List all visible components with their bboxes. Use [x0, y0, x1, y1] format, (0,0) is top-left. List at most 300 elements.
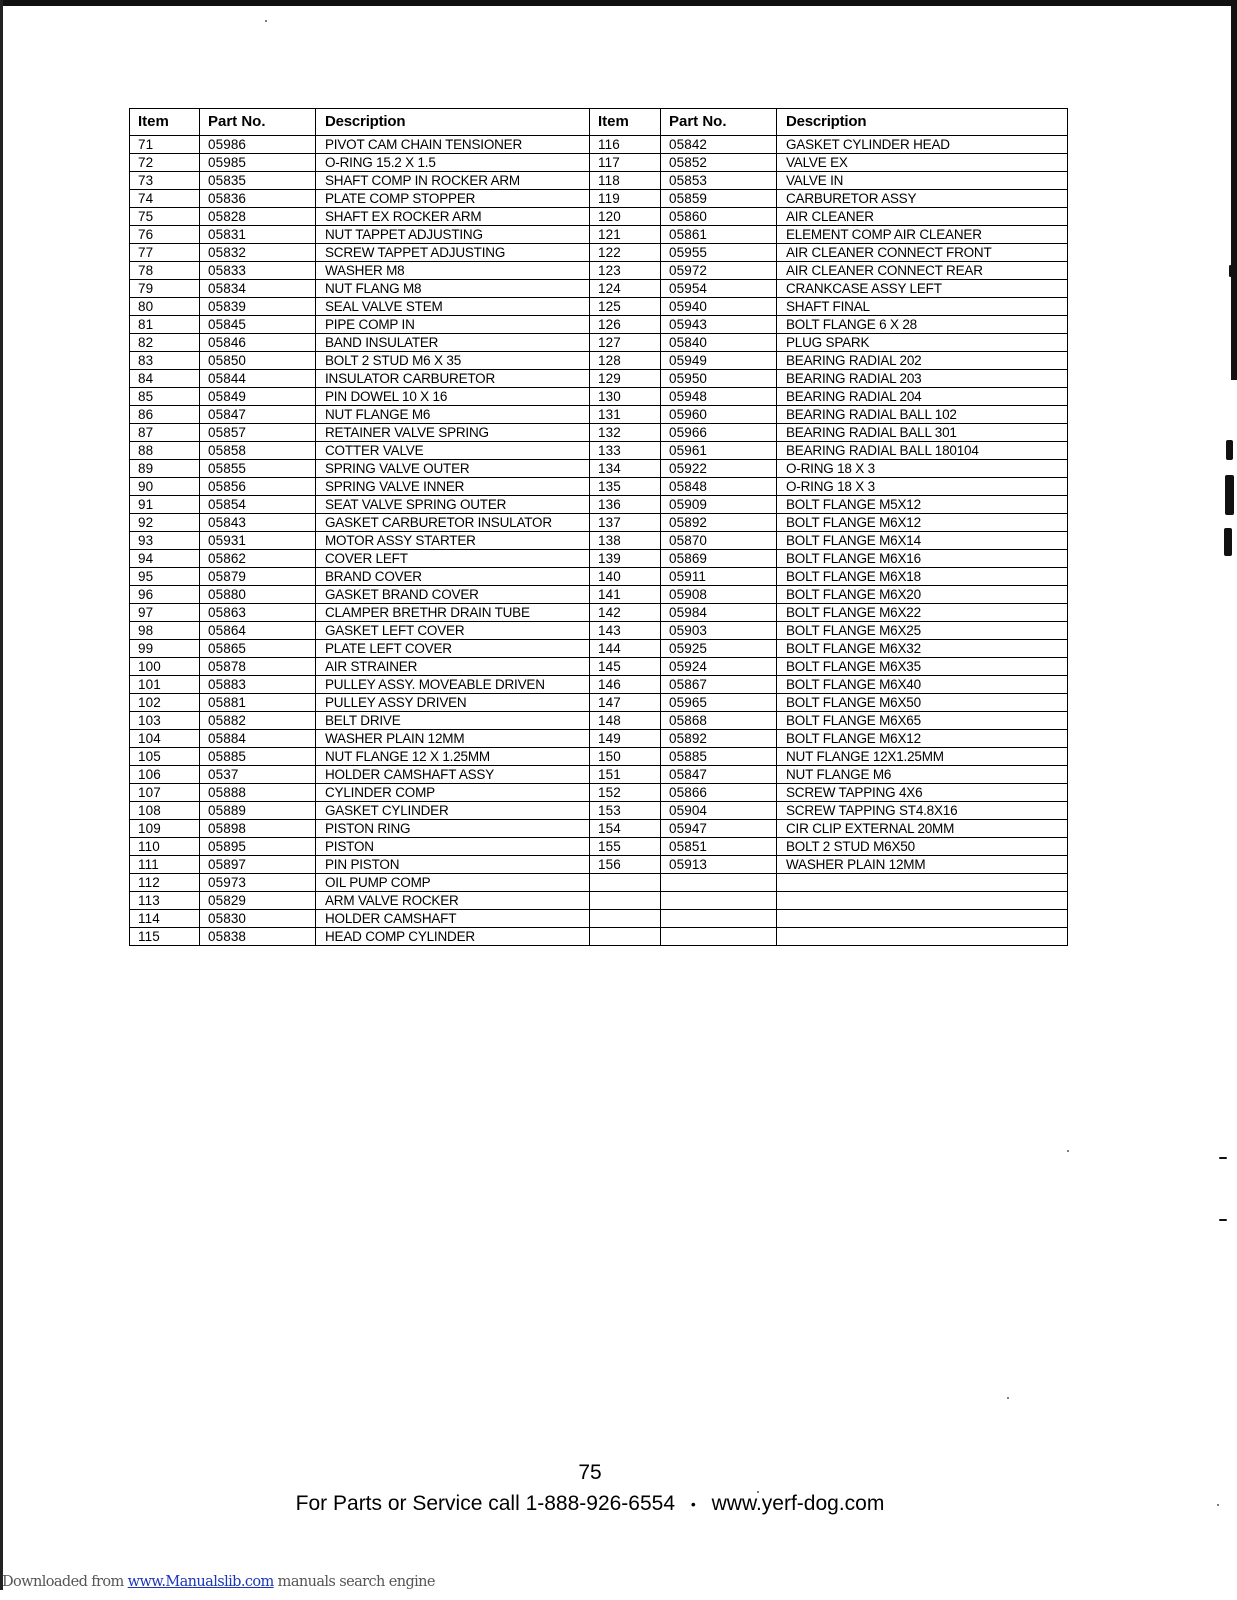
description-cell	[777, 874, 1068, 892]
item-number-cell	[590, 892, 661, 910]
table-row	[130, 298, 1068, 316]
table-row	[130, 442, 1068, 460]
item-number-cell: 78	[130, 262, 200, 280]
description-cell: CLAMPER BRETHR DRAIN TUBE	[316, 604, 590, 622]
item-number-cell: 116	[590, 136, 661, 154]
part-number-cell: 05849	[200, 388, 316, 406]
description-cell: O-RING 18 X 3	[777, 460, 1068, 478]
table-row	[130, 874, 1068, 892]
item-number-cell: 92	[130, 514, 200, 532]
part-number-cell: 05986	[200, 136, 316, 154]
item-number-cell: 108	[130, 802, 200, 820]
description-cell: HOLDER CAMSHAFT	[316, 910, 590, 928]
part-number-cell: 05984	[661, 604, 777, 622]
table-row	[130, 910, 1068, 928]
part-number-cell: 05854	[200, 496, 316, 514]
part-number-cell: 05913	[661, 856, 777, 874]
item-number-cell: 83	[130, 352, 200, 370]
description-cell: BOLT FLANGE M6X12	[777, 514, 1068, 532]
item-number-cell: 139	[590, 550, 661, 568]
description-cell: SCREW TAPPET ADJUSTING	[316, 244, 590, 262]
item-number-cell	[590, 928, 661, 946]
item-number-cell: 126	[590, 316, 661, 334]
table-row	[130, 532, 1068, 550]
bullet-separator: •	[690, 1496, 696, 1513]
part-number-cell: 05925	[661, 640, 777, 658]
part-number-cell: 05857	[200, 424, 316, 442]
item-number-cell: 129	[590, 370, 661, 388]
part-number-cell: 05856	[200, 478, 316, 496]
item-number-cell: 84	[130, 370, 200, 388]
description-cell: CARBURETOR ASSY	[777, 190, 1068, 208]
item-number-cell: 124	[590, 280, 661, 298]
item-number-cell: 117	[590, 154, 661, 172]
contact-website: www.yerf-dog.com	[711, 1492, 885, 1515]
part-number-cell: 05880	[200, 586, 316, 604]
manualslib-link[interactable]: www.Manualslib.com	[127, 1574, 274, 1590]
scan-edge-mark	[1224, 528, 1232, 556]
item-number-cell: 115	[130, 928, 200, 946]
item-number-cell: 141	[590, 586, 661, 604]
part-number-cell: 05892	[661, 514, 777, 532]
scan-edge-mark	[1219, 1219, 1227, 1221]
description-cell: BOLT FLANGE M6X16	[777, 550, 1068, 568]
table-row	[130, 712, 1068, 730]
part-number-cell: 05985	[200, 154, 316, 172]
item-number-cell: 71	[130, 136, 200, 154]
description-cell: SEAL VALVE STEM	[316, 298, 590, 316]
item-number-cell: 85	[130, 388, 200, 406]
item-number-cell: 142	[590, 604, 661, 622]
part-number-cell: 05830	[200, 910, 316, 928]
column-header: Description	[777, 109, 1068, 136]
item-number-cell: 122	[590, 244, 661, 262]
table-row	[130, 496, 1068, 514]
part-number-cell: 05948	[661, 388, 777, 406]
table-row	[130, 172, 1068, 190]
part-number-cell: 05865	[200, 640, 316, 658]
table-header-row	[130, 109, 1068, 136]
description-cell: CIR CLIP EXTERNAL 20MM	[777, 820, 1068, 838]
description-cell: PIPE COMP IN	[316, 316, 590, 334]
part-number-cell: 05885	[200, 748, 316, 766]
part-number-cell: 05895	[200, 838, 316, 856]
part-number-cell: 05960	[661, 406, 777, 424]
item-number-cell: 75	[130, 208, 200, 226]
description-cell: GASKET LEFT COVER	[316, 622, 590, 640]
item-number-cell: 100	[130, 658, 200, 676]
description-cell: HEAD COMP CYLINDER	[316, 928, 590, 946]
table-row	[130, 604, 1068, 622]
table-row	[130, 550, 1068, 568]
scan-speck	[265, 20, 267, 22]
description-cell: WASHER PLAIN 12MM	[777, 856, 1068, 874]
table-row	[130, 586, 1068, 604]
item-number-cell: 120	[590, 208, 661, 226]
description-cell: NUT FLANG M8	[316, 280, 590, 298]
part-number-cell: 05853	[661, 172, 777, 190]
table-row	[130, 856, 1068, 874]
table-row	[130, 514, 1068, 532]
table-row	[130, 748, 1068, 766]
part-number-cell: 05864	[200, 622, 316, 640]
table-row	[130, 892, 1068, 910]
table-row	[130, 730, 1068, 748]
table-row	[130, 838, 1068, 856]
scan-edge-mark	[1226, 440, 1233, 460]
table-row	[130, 478, 1068, 496]
item-number-cell	[590, 910, 661, 928]
item-number-cell: 128	[590, 352, 661, 370]
table-row	[130, 568, 1068, 586]
description-cell: GASKET CARBURETOR INSULATOR	[316, 514, 590, 532]
item-number-cell: 140	[590, 568, 661, 586]
item-number-cell: 103	[130, 712, 200, 730]
description-cell: O-RING 15.2 X 1.5	[316, 154, 590, 172]
item-number-cell: 150	[590, 748, 661, 766]
item-number-cell: 111	[130, 856, 200, 874]
item-number-cell: 104	[130, 730, 200, 748]
item-number-cell: 110	[130, 838, 200, 856]
item-number-cell: 77	[130, 244, 200, 262]
description-cell: BOLT FLANGE M5X12	[777, 496, 1068, 514]
part-number-cell: 05828	[200, 208, 316, 226]
part-number-cell: 05889	[200, 802, 316, 820]
description-cell: PLATE LEFT COVER	[316, 640, 590, 658]
part-number-cell: 05972	[661, 262, 777, 280]
table-row	[130, 766, 1068, 784]
part-number-cell: 05846	[200, 334, 316, 352]
description-cell: OIL PUMP COMP	[316, 874, 590, 892]
item-number-cell: 76	[130, 226, 200, 244]
part-number-cell: 05954	[661, 280, 777, 298]
part-number-cell: 05832	[200, 244, 316, 262]
description-cell: BOLT FLANGE 6 X 28	[777, 316, 1068, 334]
part-number-cell: 05862	[200, 550, 316, 568]
description-cell: BOLT FLANGE M6X22	[777, 604, 1068, 622]
download-footer	[2, 1574, 435, 1590]
part-number-cell	[661, 910, 777, 928]
description-cell: WASHER PLAIN 12MM	[316, 730, 590, 748]
item-number-cell: 107	[130, 784, 200, 802]
description-cell: BEARING RADIAL BALL 180104	[777, 442, 1068, 460]
description-cell: GASKET CYLINDER HEAD	[777, 136, 1068, 154]
description-cell: BOLT FLANGE M6X14	[777, 532, 1068, 550]
item-number-cell: 119	[590, 190, 661, 208]
item-number-cell: 137	[590, 514, 661, 532]
part-number-cell: 05943	[661, 316, 777, 334]
part-number-cell: 05909	[661, 496, 777, 514]
part-number-cell: 05966	[661, 424, 777, 442]
part-number-cell: 05850	[200, 352, 316, 370]
item-number-cell: 94	[130, 550, 200, 568]
item-number-cell: 156	[590, 856, 661, 874]
description-cell: BRAND COVER	[316, 568, 590, 586]
table-row	[130, 190, 1068, 208]
description-cell: BOLT FLANGE M6X32	[777, 640, 1068, 658]
description-cell: PULLEY ASSY DRIVEN	[316, 694, 590, 712]
part-number-cell: 05858	[200, 442, 316, 460]
item-number-cell: 148	[590, 712, 661, 730]
part-number-cell: 05897	[200, 856, 316, 874]
part-number-cell: 05888	[200, 784, 316, 802]
item-number-cell: 146	[590, 676, 661, 694]
parts-table-body	[130, 136, 1068, 946]
part-number-cell: 05843	[200, 514, 316, 532]
item-number-cell: 106	[130, 766, 200, 784]
description-cell: BEARING RADIAL 203	[777, 370, 1068, 388]
part-number-cell: 05878	[200, 658, 316, 676]
part-number-cell: 05950	[661, 370, 777, 388]
item-number-cell: 136	[590, 496, 661, 514]
part-number-cell: 05861	[661, 226, 777, 244]
table-row	[130, 784, 1068, 802]
item-number-cell: 112	[130, 874, 200, 892]
table-row	[130, 370, 1068, 388]
description-cell: ELEMENT COMP AIR CLEANER	[777, 226, 1068, 244]
part-number-cell: 05947	[661, 820, 777, 838]
description-cell: VALVE EX	[777, 154, 1068, 172]
part-number-cell	[661, 928, 777, 946]
item-number-cell: 147	[590, 694, 661, 712]
part-number-cell: 05883	[200, 676, 316, 694]
part-number-cell: 05869	[661, 550, 777, 568]
description-cell: BEARING RADIAL BALL 102	[777, 406, 1068, 424]
column-header: Part No.	[200, 109, 316, 136]
table-row	[130, 262, 1068, 280]
part-number-cell: 05973	[200, 874, 316, 892]
part-number-cell: 05834	[200, 280, 316, 298]
description-cell: NUT FLANGE M6	[316, 406, 590, 424]
item-number-cell: 95	[130, 568, 200, 586]
table-row	[130, 928, 1068, 946]
description-cell: CYLINDER COMP	[316, 784, 590, 802]
description-cell: PULLEY ASSY. MOVEABLE DRIVEN	[316, 676, 590, 694]
part-number-cell: 05870	[661, 532, 777, 550]
column-header: Item	[590, 109, 661, 136]
table-row	[130, 280, 1068, 298]
part-number-cell: 05852	[661, 154, 777, 172]
description-cell: BEARING RADIAL 204	[777, 388, 1068, 406]
scan-border-top	[0, 0, 1237, 6]
part-number-cell: 05885	[661, 748, 777, 766]
item-number-cell: 86	[130, 406, 200, 424]
part-number-cell: 05831	[200, 226, 316, 244]
part-number-cell: 05904	[661, 802, 777, 820]
description-cell: PIN PISTON	[316, 856, 590, 874]
part-number-cell: 05903	[661, 622, 777, 640]
item-number-cell: 121	[590, 226, 661, 244]
scan-speck	[1217, 1504, 1219, 1506]
item-number-cell: 133	[590, 442, 661, 460]
description-cell: SHAFT EX ROCKER ARM	[316, 208, 590, 226]
part-number-cell: 05911	[661, 568, 777, 586]
part-number-cell: 0537	[200, 766, 316, 784]
item-number-cell: 155	[590, 838, 661, 856]
column-header: Item	[130, 109, 200, 136]
description-cell	[777, 928, 1068, 946]
description-cell	[777, 892, 1068, 910]
item-number-cell: 93	[130, 532, 200, 550]
description-cell: PISTON RING	[316, 820, 590, 838]
table-row	[130, 424, 1068, 442]
table-row	[130, 244, 1068, 262]
item-number-cell: 114	[130, 910, 200, 928]
description-cell: SHAFT FINAL	[777, 298, 1068, 316]
item-number-cell: 130	[590, 388, 661, 406]
description-cell: AIR CLEANER CONNECT FRONT	[777, 244, 1068, 262]
scan-speck	[1067, 1150, 1069, 1152]
item-number-cell: 98	[130, 622, 200, 640]
item-number-cell: 109	[130, 820, 200, 838]
description-cell: SPRING VALVE INNER	[316, 478, 590, 496]
item-number-cell: 79	[130, 280, 200, 298]
item-number-cell: 134	[590, 460, 661, 478]
description-cell: NUT FLANGE 12X1.25MM	[777, 748, 1068, 766]
contact-phone-text: For Parts or Service call 1-888-926-6554	[295, 1492, 676, 1515]
part-number-cell: 05882	[200, 712, 316, 730]
description-cell: WASHER M8	[316, 262, 590, 280]
item-number-cell	[590, 874, 661, 892]
item-number-cell: 143	[590, 622, 661, 640]
part-number-cell: 05881	[200, 694, 316, 712]
description-cell: PLUG SPARK	[777, 334, 1068, 352]
description-cell: NUT FLANGE M6	[777, 766, 1068, 784]
part-number-cell: 05851	[661, 838, 777, 856]
item-number-cell: 89	[130, 460, 200, 478]
description-cell: BOLT FLANGE M6X20	[777, 586, 1068, 604]
part-number-cell: 05840	[661, 334, 777, 352]
item-number-cell: 74	[130, 190, 200, 208]
description-cell: CRANKCASE ASSY LEFT	[777, 280, 1068, 298]
description-cell: INSULATOR CARBURETOR	[316, 370, 590, 388]
table-row	[130, 136, 1068, 154]
item-number-cell: 82	[130, 334, 200, 352]
item-number-cell: 99	[130, 640, 200, 658]
part-number-cell: 05863	[200, 604, 316, 622]
item-number-cell: 127	[590, 334, 661, 352]
part-number-cell: 05842	[661, 136, 777, 154]
description-cell: SEAT VALVE SPRING OUTER	[316, 496, 590, 514]
description-cell: GASKET BRAND COVER	[316, 586, 590, 604]
description-cell: O-RING 18 X 3	[777, 478, 1068, 496]
part-number-cell: 05868	[661, 712, 777, 730]
part-number-cell: 05908	[661, 586, 777, 604]
description-cell: BOLT 2 STUD M6X50	[777, 838, 1068, 856]
part-number-cell: 05892	[661, 730, 777, 748]
table-row	[130, 460, 1068, 478]
item-number-cell: 131	[590, 406, 661, 424]
description-cell: BOLT FLANGE M6X65	[777, 712, 1068, 730]
part-number-cell: 05867	[661, 676, 777, 694]
contact-line	[0, 1492, 1180, 1516]
item-number-cell: 73	[130, 172, 200, 190]
description-cell: BOLT FLANGE M6X35	[777, 658, 1068, 676]
part-number-cell: 05845	[200, 316, 316, 334]
table-row	[130, 676, 1068, 694]
part-number-cell: 05898	[200, 820, 316, 838]
description-cell: BELT DRIVE	[316, 712, 590, 730]
table-row	[130, 352, 1068, 370]
item-number-cell: 144	[590, 640, 661, 658]
column-header: Part No.	[661, 109, 777, 136]
item-number-cell: 149	[590, 730, 661, 748]
table-row	[130, 622, 1068, 640]
description-cell: BOLT 2 STUD M6 X 35	[316, 352, 590, 370]
part-number-cell: 05884	[200, 730, 316, 748]
part-number-cell: 05949	[661, 352, 777, 370]
description-cell: PIN DOWEL 10 X 16	[316, 388, 590, 406]
item-number-cell: 101	[130, 676, 200, 694]
part-number-cell: 05961	[661, 442, 777, 460]
item-number-cell: 91	[130, 496, 200, 514]
item-number-cell: 145	[590, 658, 661, 676]
item-number-cell: 80	[130, 298, 200, 316]
description-cell: BEARING RADIAL BALL 301	[777, 424, 1068, 442]
part-number-cell: 05866	[661, 784, 777, 802]
scan-border-right	[1231, 0, 1237, 380]
description-cell: SCREW TAPPING 4X6	[777, 784, 1068, 802]
item-number-cell: 125	[590, 298, 661, 316]
item-number-cell: 118	[590, 172, 661, 190]
description-cell: NUT FLANGE 12 X 1.25MM	[316, 748, 590, 766]
description-cell: NUT TAPPET ADJUSTING	[316, 226, 590, 244]
description-cell: GASKET CYLINDER	[316, 802, 590, 820]
part-number-cell: 05859	[661, 190, 777, 208]
description-cell: PLATE COMP STOPPER	[316, 190, 590, 208]
table-row	[130, 208, 1068, 226]
description-cell: ARM VALVE ROCKER	[316, 892, 590, 910]
part-number-cell: 05924	[661, 658, 777, 676]
table-row	[130, 388, 1068, 406]
description-cell: SPRING VALVE OUTER	[316, 460, 590, 478]
table-row	[130, 658, 1068, 676]
part-number-cell	[661, 892, 777, 910]
part-number-cell: 05940	[661, 298, 777, 316]
parts-table	[129, 108, 1068, 946]
description-cell: BOLT FLANGE M6X40	[777, 676, 1068, 694]
description-cell: HOLDER CAMSHAFT ASSY	[316, 766, 590, 784]
description-cell: AIR CLEANER CONNECT REAR	[777, 262, 1068, 280]
part-number-cell: 05847	[200, 406, 316, 424]
item-number-cell: 87	[130, 424, 200, 442]
part-number-cell: 05922	[661, 460, 777, 478]
item-number-cell: 90	[130, 478, 200, 496]
part-number-cell: 05847	[661, 766, 777, 784]
item-number-cell: 97	[130, 604, 200, 622]
description-cell: BOLT FLANGE M6X18	[777, 568, 1068, 586]
scan-speck	[1007, 1397, 1009, 1399]
footer-prefix: Downloaded from	[2, 1574, 128, 1590]
item-number-cell: 152	[590, 784, 661, 802]
description-cell: AIR CLEANER	[777, 208, 1068, 226]
part-number-cell: 05860	[661, 208, 777, 226]
column-header: Description	[316, 109, 590, 136]
description-cell: SCREW TAPPING ST4.8X16	[777, 802, 1068, 820]
table-row	[130, 316, 1068, 334]
description-cell: VALVE IN	[777, 172, 1068, 190]
part-number-cell: 05839	[200, 298, 316, 316]
description-cell: COVER LEFT	[316, 550, 590, 568]
table-row	[130, 640, 1068, 658]
item-number-cell: 81	[130, 316, 200, 334]
table-row	[130, 802, 1068, 820]
part-number-cell: 05848	[661, 478, 777, 496]
item-number-cell: 123	[590, 262, 661, 280]
part-number-cell: 05965	[661, 694, 777, 712]
item-number-cell: 72	[130, 154, 200, 172]
part-number-cell: 05833	[200, 262, 316, 280]
